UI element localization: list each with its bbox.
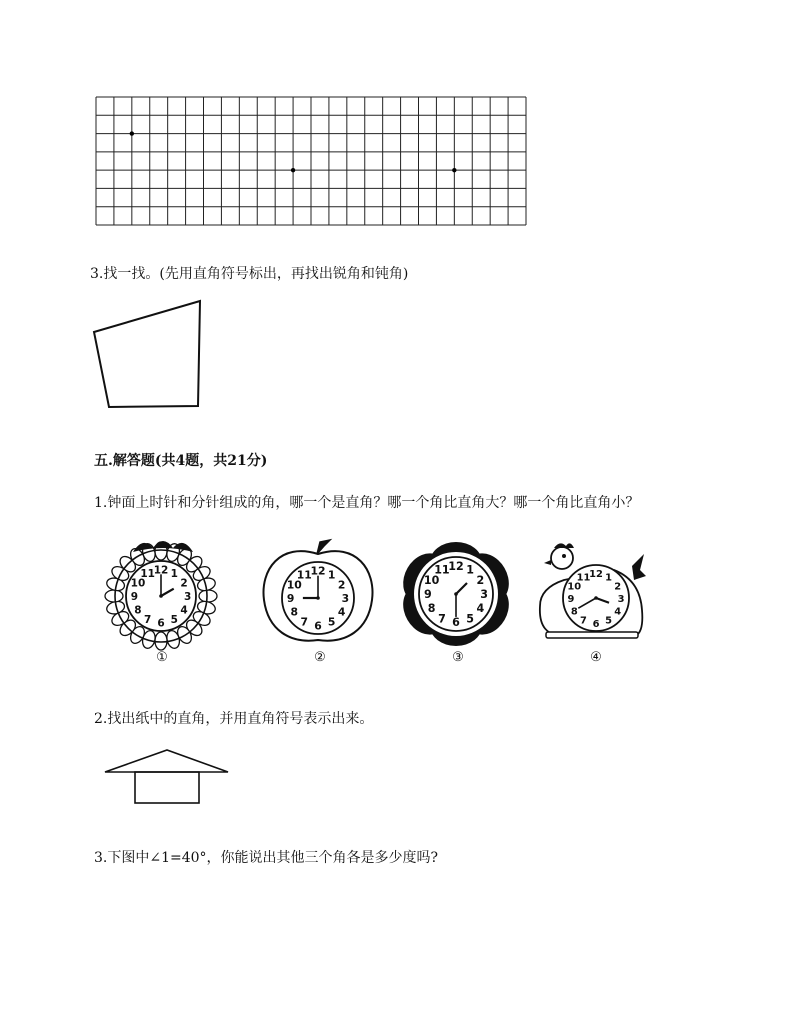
clock-numeral: 4 bbox=[476, 602, 485, 616]
clock-numeral: 3 bbox=[183, 591, 192, 603]
question-1-clock-angles: 1.钟面上时针和分针组成的角，哪一个是直角？哪一个角比直角大？哪一个角比直角小？ bbox=[94, 495, 640, 511]
clock-numeral: 8 bbox=[427, 602, 436, 616]
clock-numeral: 2 bbox=[180, 577, 188, 590]
clock-numeral: 6 bbox=[314, 619, 322, 633]
clock-numeral: 10 bbox=[286, 578, 302, 592]
clock-numeral: 3 bbox=[341, 592, 350, 605]
clock-numeral: 11 bbox=[140, 567, 156, 580]
shell-scallop bbox=[155, 632, 167, 650]
clock-numeral: 7 bbox=[438, 612, 446, 626]
clock-center bbox=[316, 596, 320, 600]
hen-comb bbox=[554, 543, 574, 548]
clock-4-hen bbox=[534, 540, 646, 640]
clock-numeral: 12 bbox=[448, 559, 464, 573]
clock-numeral: 8 bbox=[290, 605, 299, 619]
clock-numeral: 7 bbox=[300, 615, 309, 629]
clock-numeral: 5 bbox=[327, 615, 336, 629]
clock-numeral: 8 bbox=[134, 604, 142, 617]
clock-numeral: 1 bbox=[327, 568, 336, 582]
clock-1-label: ① bbox=[156, 650, 168, 665]
hen-tail bbox=[632, 554, 646, 580]
clock-numeral: 11 bbox=[434, 563, 450, 577]
clock-numeral: 6 bbox=[157, 617, 165, 630]
clock-numeral: 4 bbox=[180, 604, 188, 617]
clock-base bbox=[546, 632, 638, 638]
grid-dot bbox=[291, 168, 295, 172]
clock-center bbox=[454, 592, 458, 596]
shell-scallop bbox=[199, 590, 217, 602]
hen-head bbox=[551, 547, 573, 569]
clock-numeral: 6 bbox=[452, 616, 460, 630]
question-2-paper-right-angles: 2.找出纸中的直角，并用直角符号表示出来。 bbox=[94, 711, 374, 727]
question-3-angle-degrees: 3.下图中∠1=40°，你能说出其他三个角各是多少度吗? bbox=[94, 850, 439, 866]
clock-numeral: 1 bbox=[466, 563, 474, 577]
clock-numeral: 9 bbox=[130, 591, 139, 603]
question-3-find-angles: 3.找一找。(先用直角符号标出，再找出锐角和钝角) bbox=[90, 266, 409, 282]
clock-4-label: ④ bbox=[590, 650, 602, 665]
clock-numeral: 1 bbox=[170, 567, 178, 580]
clock-3-label: ③ bbox=[452, 650, 464, 665]
clock-numeral: 1 bbox=[605, 572, 612, 584]
dot-grid bbox=[95, 96, 527, 226]
clock-numeral: 11 bbox=[576, 572, 591, 584]
clock-numeral: 12 bbox=[589, 568, 603, 580]
clock-numeral: 9 bbox=[567, 594, 575, 605]
clock-numeral: 7 bbox=[580, 615, 587, 627]
clock-numeral: 5 bbox=[605, 615, 612, 627]
grid-dot bbox=[130, 131, 134, 135]
clock-numeral: 7 bbox=[144, 614, 152, 627]
clock-numeral: 10 bbox=[567, 581, 582, 593]
clock-numeral: 10 bbox=[423, 573, 440, 587]
clock-numeral: 11 bbox=[296, 568, 312, 582]
clock-numeral: 2 bbox=[476, 573, 485, 587]
quadrilateral-figure bbox=[90, 298, 210, 413]
clock-numeral: 9 bbox=[424, 588, 432, 601]
clock-numeral: 9 bbox=[286, 592, 295, 605]
section-5-heading: 五.解答题(共4题，共21分) bbox=[94, 453, 268, 469]
clock-numeral: 4 bbox=[337, 605, 346, 619]
shell-scallop bbox=[105, 590, 123, 602]
clock-1-shell bbox=[103, 536, 221, 646]
hen-eye bbox=[562, 554, 566, 558]
clock-numeral: 8 bbox=[570, 606, 578, 618]
clock-numeral: 5 bbox=[466, 612, 474, 626]
clock-numeral: 5 bbox=[170, 614, 178, 627]
clock-center bbox=[594, 596, 598, 600]
clock-2-label: ② bbox=[314, 650, 326, 665]
clock-numeral: 12 bbox=[310, 564, 326, 578]
clock-numeral: 3 bbox=[617, 594, 625, 605]
clock-numeral: 10 bbox=[130, 577, 146, 590]
house-shape-figure bbox=[100, 746, 235, 808]
clock-3-flower bbox=[395, 540, 517, 644]
clock-numeral: 6 bbox=[592, 619, 600, 631]
clock-numeral: 2 bbox=[337, 578, 346, 592]
clock-numeral: 12 bbox=[153, 564, 169, 577]
hen-beak bbox=[544, 560, 551, 565]
clock-center bbox=[159, 594, 163, 598]
clock-numeral: 3 bbox=[480, 588, 488, 601]
clock-numeral: 2 bbox=[614, 581, 622, 593]
grid-dot bbox=[452, 168, 456, 172]
clock-2-apple bbox=[260, 540, 376, 646]
clock-numeral: 4 bbox=[614, 606, 622, 618]
